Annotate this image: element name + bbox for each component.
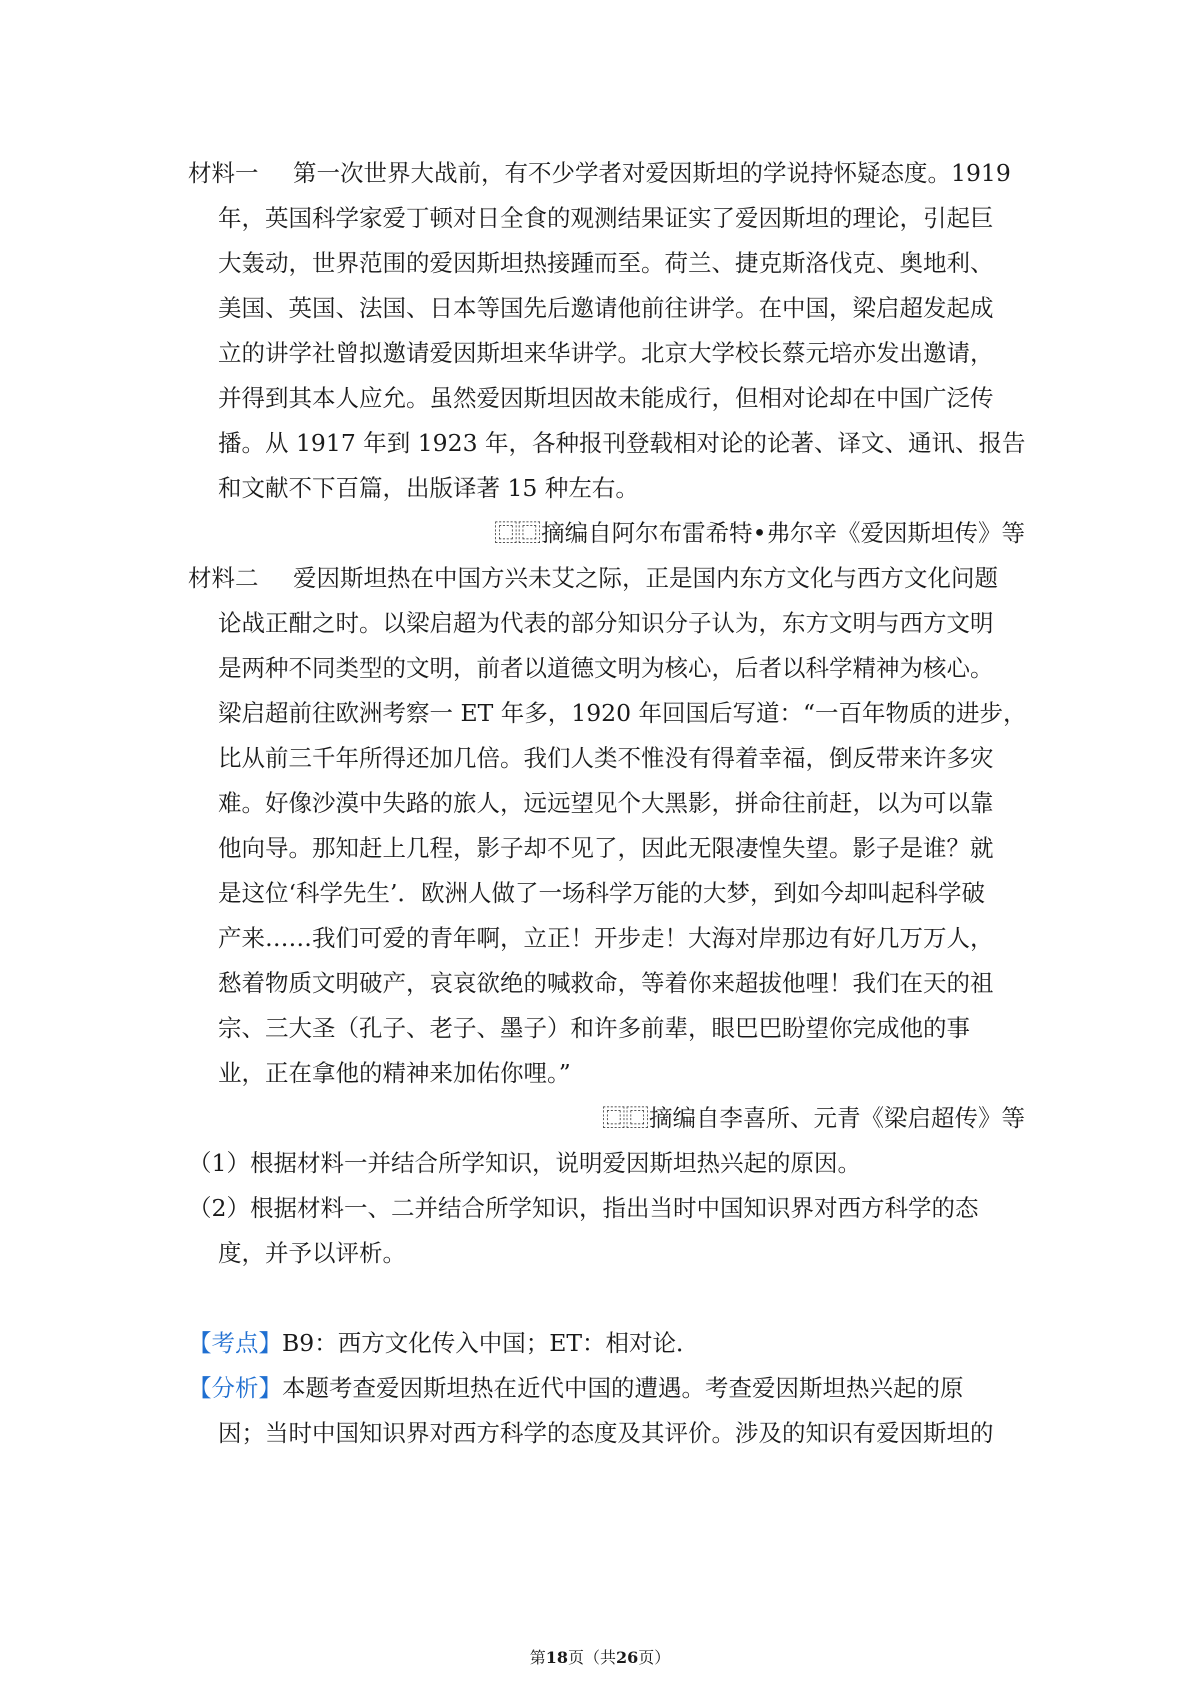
material1-line-6: 播。从 1917 年到 1923 年，各种报刊登载相对论的论著、译文、通讯、报告	[218, 429, 1026, 457]
material1-source: ⿴⿴摘编自阿尔布雷希特•弗尔辛《爱因斯坦传》等	[494, 519, 1025, 547]
material2-line-6: 他向导。那知赶上几程，影子却不见了，因此无限凄惶失望。影子是谁？就	[218, 834, 994, 862]
material1-label: 材料一	[188, 159, 259, 187]
material1-line-5: 并得到其本人应允。虽然爱因斯坦因故未能成行，但相对论却在中国广泛传	[218, 384, 994, 412]
material1-line-4: 立的讲学社曾拟邀请爱因斯坦来华讲学。北京大学校长蔡元培亦发出邀请，	[218, 339, 994, 367]
fenxi-line-1	[188, 1373, 964, 1403]
material1-line-2: 大轰动，世界范围的爱因斯坦热接踵而至。荷兰、捷克斯洛伐克、奥地利、	[218, 249, 994, 277]
kaodian-text: B9：西方文化传入中国；ET：相对论．	[282, 1329, 700, 1357]
material1-line-7: 和文献不下百篇，出版译著 15 种左右。	[218, 474, 639, 502]
kaodian-line	[188, 1328, 700, 1358]
question-1: （1）根据材料一并结合所学知识，说明爱因斯坦热兴起的原因。	[188, 1149, 861, 1177]
footer-page-number: 18	[545, 1648, 568, 1667]
question-2-line-1: （2）根据材料一、二并结合所学知识，指出当时中国知识界对西方科学的态	[188, 1194, 979, 1222]
footer-suffix: 页）	[638, 1648, 671, 1667]
kaodian-tag: 【考点】	[188, 1329, 282, 1357]
fenxi-text-1: 本题考查爱因斯坦热在近代中国的遭遇。考查爱因斯坦热兴起的原	[282, 1374, 964, 1402]
material1-line-3: 美国、英国、法国、日本等国先后邀请他前往讲学。在中国，梁启超发起成	[218, 294, 994, 322]
material2-line-8: 产来……我们可爱的青年啊，立正！开步走！大海对岸那边有好几万万人，	[218, 924, 994, 952]
fenxi-line-2: 因；当时中国知识界对西方科学的态度及其评价。涉及的知识有爱因斯坦的	[218, 1419, 994, 1447]
fenxi-tag: 【分析】	[188, 1374, 282, 1402]
material2-line-10: 宗、三大圣（孔子、老子、墨子）和许多前辈，眼巴巴盼望你完成他的事	[218, 1014, 970, 1042]
material2-label: 材料二	[188, 564, 259, 592]
page-footer	[0, 1648, 1200, 1668]
material2-source: ⿴⿴摘编自李喜所、元青《梁启超传》等	[602, 1104, 1025, 1132]
material2-line-4: 比从前三千年所得还加几倍。我们人类不惟没有得着幸福，倒反带来许多灾	[218, 744, 994, 772]
material1-text: 第一次世界大战前，有不少学者对爱因斯坦的学说持怀疑态度。1919	[293, 159, 1011, 187]
footer-middle: 页（共	[567, 1648, 616, 1667]
material2-line-2: 是两种不同类型的文明，前者以道德文明为核心，后者以科学精神为核心。	[218, 654, 994, 682]
question-2-line-2: 度，并予以评析。	[218, 1239, 406, 1267]
footer-prefix: 第	[529, 1648, 546, 1667]
material2-line-0	[188, 563, 998, 593]
material1-line-1: 年，英国科学家爱丁顿对日全食的观测结果证实了爱因斯坦的理论，引起巨	[218, 204, 994, 232]
material2-line-9: 愁着物质文明破产，哀哀欲绝的喊救命，等着你来超拔他哩！我们在天的祖	[218, 969, 994, 997]
material2-text: 爱因斯坦热在中国方兴未艾之际，正是国内东方文化与西方文化问题	[293, 564, 998, 592]
material2-line-3: 梁启超前往欧洲考察一 ET 年多，1920 年回国后写道：“一百年物质的进步，	[218, 699, 1027, 727]
material2-line-11: 业，正在拿他的精神来加佑你哩。”	[218, 1059, 571, 1087]
footer-total-pages: 26	[616, 1648, 639, 1667]
material2-line-1: 论战正酣之时。以梁启超为代表的部分知识分子认为，东方文明与西方文明	[218, 609, 994, 637]
material2-line-7: 是这位‘科学先生’．欧洲人做了一场科学万能的大梦，到如今却叫起科学破	[218, 879, 985, 907]
material1-line-0	[188, 158, 1011, 188]
material2-line-5: 难。好像沙漠中失路的旅人，远远望见个大黑影，拼命往前赶，以为可以靠	[218, 789, 994, 817]
